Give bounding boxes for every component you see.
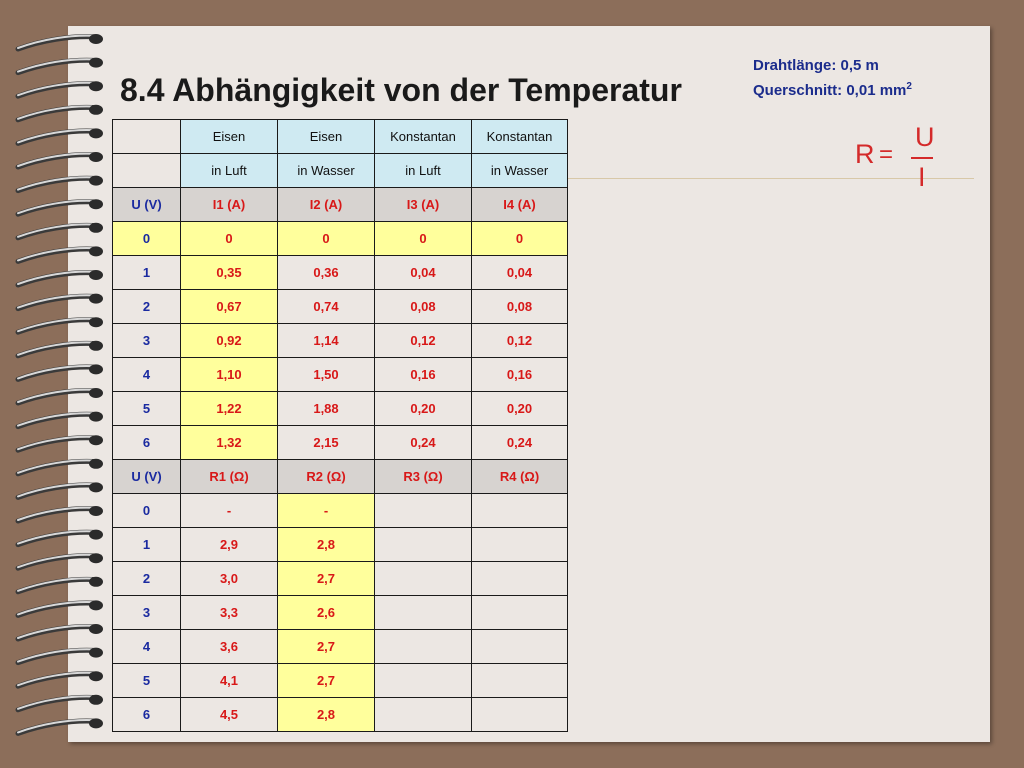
table-row — [113, 358, 568, 392]
binder-ring — [18, 388, 103, 403]
table-row — [113, 256, 568, 290]
binder-ring — [18, 412, 103, 427]
table-cell: 6 — [113, 426, 181, 460]
table-cell: 0 — [375, 222, 472, 256]
table-cell — [375, 494, 472, 528]
binder-ring — [18, 317, 103, 332]
binder-ring — [18, 577, 103, 592]
table-cell: U (V) — [113, 460, 181, 494]
table-cell: 4 — [113, 358, 181, 392]
table-cell: 3,3 — [181, 596, 278, 630]
formula-denominator: I — [918, 162, 926, 192]
table-cell: 0 — [113, 494, 181, 528]
table-cell: R3 (Ω) — [375, 460, 472, 494]
table-row — [113, 324, 568, 358]
table-cell: 0,08 — [472, 290, 568, 324]
formula-lhs: R — [855, 139, 875, 169]
binder-ring — [18, 530, 103, 545]
table-row — [113, 392, 568, 426]
binder-ring — [18, 176, 103, 191]
cross-section: Querschnitt: 0,01 $mm^2$ — [753, 81, 912, 99]
table-cell: I4 (A) — [472, 188, 568, 222]
wire-parameters — [753, 55, 912, 101]
table-cell — [472, 528, 568, 562]
table-cell: 0,04 — [472, 256, 568, 290]
table-row — [113, 290, 568, 324]
table-row — [113, 426, 568, 460]
table-cell: 0,67 — [181, 290, 278, 324]
table-cell: 0,74 — [278, 290, 375, 324]
binder-ring — [18, 34, 103, 49]
table-cell: I2 (A) — [278, 188, 375, 222]
binder-ring — [18, 128, 103, 143]
table-cell: 1,88 — [278, 392, 375, 426]
binder-ring — [18, 718, 103, 733]
binder-ring — [18, 270, 103, 285]
table-row — [113, 562, 568, 596]
table-cell: 2,7 — [278, 562, 375, 596]
table-cell: 0 — [278, 222, 375, 256]
binder-ring — [18, 199, 103, 214]
table-cell: in Luft — [375, 154, 472, 188]
table-cell: 1,32 — [181, 426, 278, 460]
binder-ring — [18, 294, 103, 309]
table-cell: 2,8 — [278, 698, 375, 732]
binder-ring — [18, 364, 103, 379]
resistance-formula — [855, 122, 945, 192]
table-cell — [113, 120, 181, 154]
table-cell — [375, 630, 472, 664]
binder-ring — [18, 695, 103, 710]
table-cell: in Wasser — [472, 154, 568, 188]
table-cell: 1,22 — [181, 392, 278, 426]
table-cell: 2,7 — [278, 664, 375, 698]
binder-ring — [18, 105, 103, 120]
table-cell: in Wasser — [278, 154, 375, 188]
table-cell — [472, 630, 568, 664]
wire-length: Drahtlänge: 0,5 m — [753, 57, 879, 74]
table-cell — [375, 664, 472, 698]
table-cell: 2,9 — [181, 528, 278, 562]
table-cell: 0,24 — [375, 426, 472, 460]
table-cell: Konstantan — [375, 120, 472, 154]
measurement-table — [112, 119, 568, 732]
table-cell: 2,8 — [278, 528, 375, 562]
table-cell — [113, 154, 181, 188]
table-cell: 0,12 — [375, 324, 472, 358]
binder-ring — [18, 459, 103, 474]
table-row — [113, 528, 568, 562]
table-cell: Eisen — [181, 120, 278, 154]
table-cell: 3 — [113, 324, 181, 358]
formula-numerator: U — [915, 122, 935, 152]
binder-ring — [18, 671, 103, 686]
table-cell: 0,24 — [472, 426, 568, 460]
table-cell — [375, 562, 472, 596]
binder-ring — [18, 81, 103, 96]
binder-ring — [18, 152, 103, 167]
table-cell: 0,36 — [278, 256, 375, 290]
table-cell: Eisen — [278, 120, 375, 154]
table-cell — [472, 664, 568, 698]
table-cell: R2 (Ω) — [278, 460, 375, 494]
table-cell: in Luft — [181, 154, 278, 188]
table-cell: 3,0 — [181, 562, 278, 596]
table-cell — [472, 562, 568, 596]
table-cell: 0,16 — [375, 358, 472, 392]
resistance-header-row — [113, 460, 568, 494]
table-cell: 4,5 — [181, 698, 278, 732]
table-cell: 2,6 — [278, 596, 375, 630]
table-cell: 0 — [113, 222, 181, 256]
formula-equals: = — [879, 141, 894, 168]
binder-ring — [18, 58, 103, 73]
table-row — [113, 494, 568, 528]
table-row — [113, 596, 568, 630]
table-cell: 0,16 — [472, 358, 568, 392]
table-cell: 0,12 — [472, 324, 568, 358]
table-cell — [375, 528, 472, 562]
table-cell: 2,15 — [278, 426, 375, 460]
table-cell: 0 — [472, 222, 568, 256]
table-cell — [472, 698, 568, 732]
binder-ring — [18, 600, 103, 615]
table-cell: 1,10 — [181, 358, 278, 392]
table-cell: 4 — [113, 630, 181, 664]
table-cell: U (V) — [113, 188, 181, 222]
table-cell — [472, 596, 568, 630]
table-cell: - — [278, 494, 375, 528]
table-cell — [472, 494, 568, 528]
table-cell: 1 — [113, 256, 181, 290]
binder-ring — [18, 624, 103, 639]
table-row — [113, 698, 568, 732]
binder-ring — [18, 553, 103, 568]
binder-ring — [18, 223, 103, 238]
table-cell: 3 — [113, 596, 181, 630]
table-cell: Konstantan — [472, 120, 568, 154]
table-cell: 2 — [113, 562, 181, 596]
binder-ring — [18, 435, 103, 450]
table-cell: 0,04 — [375, 256, 472, 290]
table-cell: 6 — [113, 698, 181, 732]
table-cell: I1 (A) — [181, 188, 278, 222]
binder-ring — [18, 246, 103, 261]
table-cell: 0 — [181, 222, 278, 256]
table-cell: R4 (Ω) — [472, 460, 568, 494]
table-cell: 3,6 — [181, 630, 278, 664]
table-cell: I3 (A) — [375, 188, 472, 222]
table-cell: 0,35 — [181, 256, 278, 290]
table-cell: 5 — [113, 664, 181, 698]
binder-ring — [18, 341, 103, 356]
binder-ring — [18, 648, 103, 663]
table-row — [113, 222, 568, 256]
spiral-binding — [0, 30, 112, 745]
table-cell: 1,14 — [278, 324, 375, 358]
table-cell: 4,1 — [181, 664, 278, 698]
table-cell: - — [181, 494, 278, 528]
page-title: 8.4 Abhängigkeit von der Temperatur — [120, 72, 682, 108]
table-cell: 0,92 — [181, 324, 278, 358]
table-cell — [375, 596, 472, 630]
table-cell: 0,08 — [375, 290, 472, 324]
table-cell: 2,7 — [278, 630, 375, 664]
table-cell: 5 — [113, 392, 181, 426]
fraction-bar — [911, 157, 933, 159]
material-header-row — [113, 120, 568, 154]
table-cell: 0,20 — [375, 392, 472, 426]
table-cell: 1,50 — [278, 358, 375, 392]
table-cell — [375, 698, 472, 732]
table-row — [113, 630, 568, 664]
table-cell: 1 — [113, 528, 181, 562]
table-row — [113, 664, 568, 698]
binder-ring — [18, 482, 103, 497]
table-cell: 2 — [113, 290, 181, 324]
table-cell: R1 (Ω) — [181, 460, 278, 494]
binder-ring — [18, 506, 103, 521]
medium-header-row — [113, 154, 568, 188]
table-cell: 0,20 — [472, 392, 568, 426]
current-header-row — [113, 188, 568, 222]
